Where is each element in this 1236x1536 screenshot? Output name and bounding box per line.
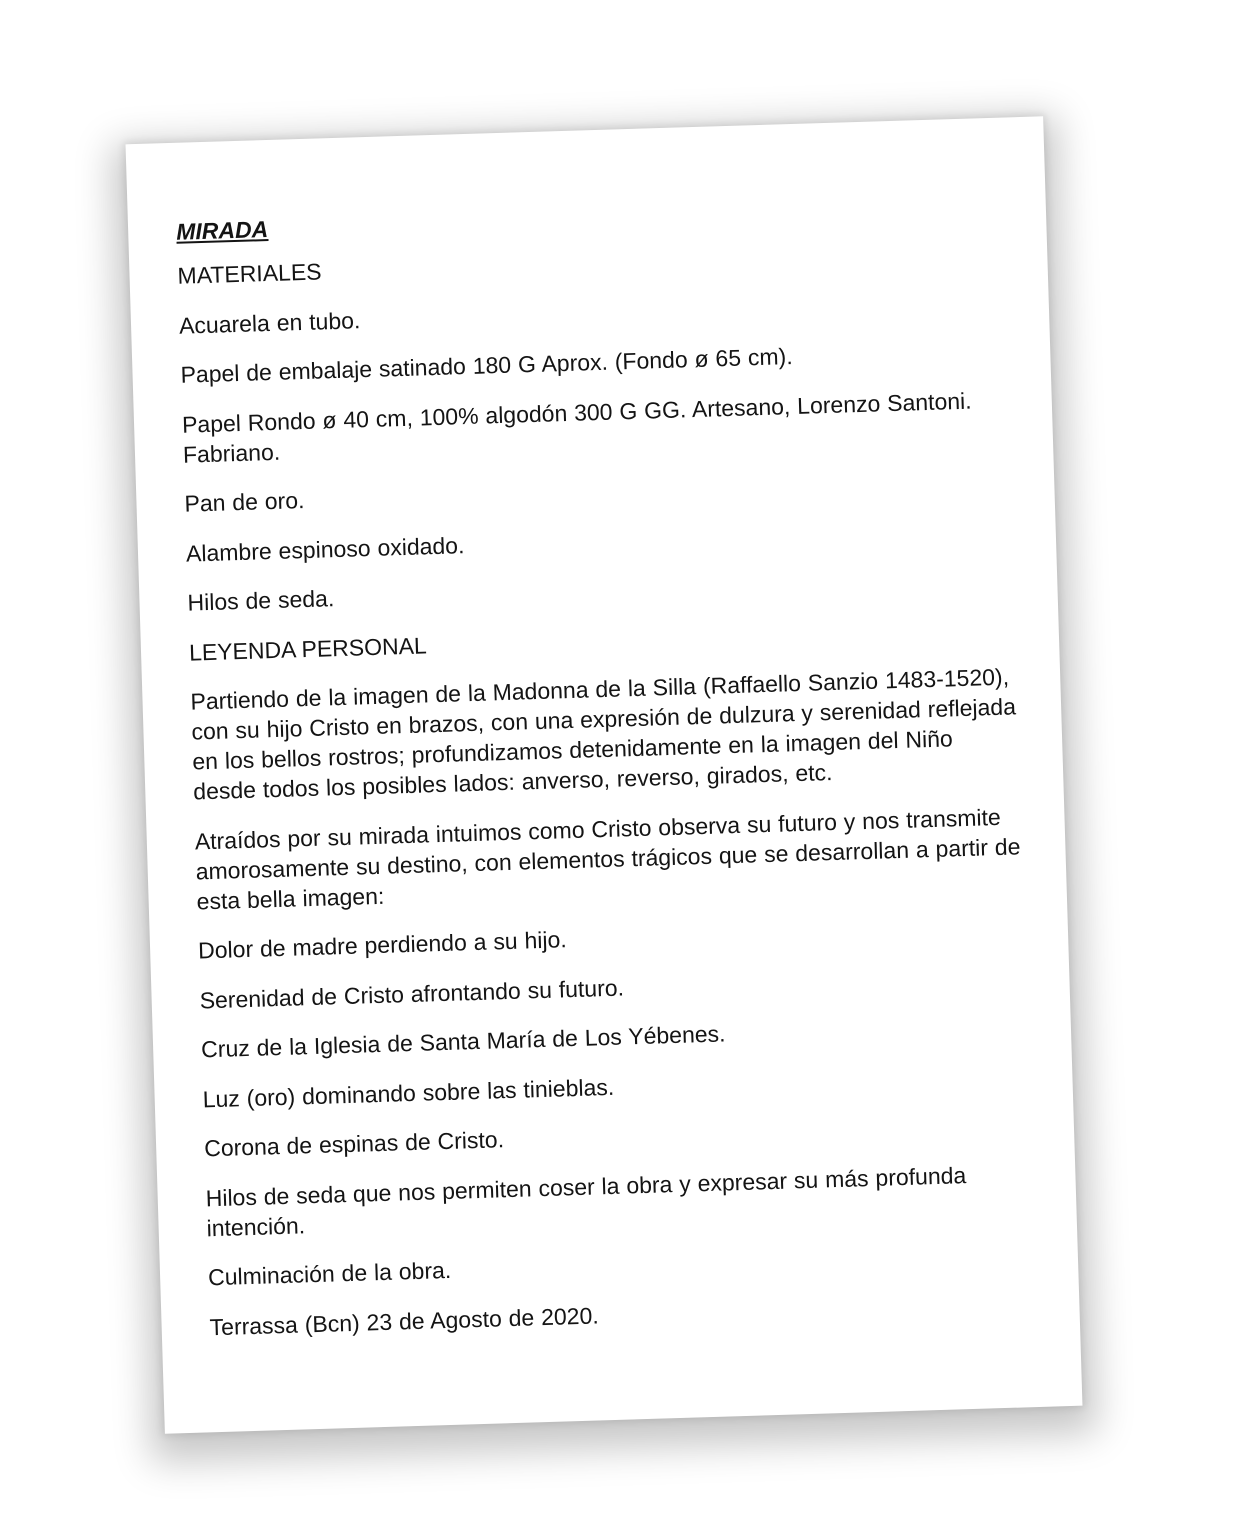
material-item: Papel de embalaje satinado 180 G Aprox. (Fondo ø 65 cm). bbox=[180, 343, 793, 388]
legend-heading: LEYENDA PERSONAL bbox=[188, 631, 428, 666]
material-item: Pan de oro. bbox=[184, 487, 305, 517]
legend-paragraph: Dolor de madre perdiendo a su hijo. bbox=[197, 926, 568, 964]
legend-paragraph: Serenidad de Cristo afrontando su futuro. bbox=[199, 973, 625, 1013]
document-title: MIRADA bbox=[175, 216, 269, 245]
legend-paragraph: Culminación de la obra. bbox=[207, 1256, 452, 1291]
legend-paragraph: Luz (oro) dominando sobre las tinieblas. bbox=[202, 1073, 615, 1112]
legend-paragraph: Corona de espinas de Cristo. bbox=[203, 1126, 505, 1162]
materials-heading: MATERIALES bbox=[177, 258, 322, 289]
material-item: Hilos de seda. bbox=[187, 585, 335, 616]
material-item: Papel Rondo ø 40 cm, 100% algodón 300 G GG. Artesano, Lorenzo Santoni. Fabriano. bbox=[181, 387, 972, 468]
material-item: Alambre espinoso oxidado. bbox=[185, 531, 465, 567]
legend-paragraph: Hilos de seda que nos permiten coser la obra y expresar su más profunda intención. bbox=[205, 1161, 967, 1241]
legend-paragraph: Cruz de la Iglesia de Santa María de Los Yébenes. bbox=[200, 1020, 726, 1063]
legend-paragraph: Partiendo de la imagen de la Madonna de la Silla (Raffaello Sanzio 1483-1520), con su hijo Cristo en brazos, con una expresión de dulzura y serenidad reflejada en los bellos rostros; profundizamos detenidamente en la imagen del Niño desde todos los posibles lados: anverso, reverso, girados, etc. bbox=[190, 663, 1017, 805]
material-item: Acuarela en tubo. bbox=[178, 306, 361, 339]
document-sheet bbox=[126, 116, 1083, 1433]
signature-date: Terrassa (Bcn) 23 de Agosto de 2020. bbox=[209, 1301, 600, 1340]
legend-paragraph: Atraídos por su mirada intuimos como Cristo observa su futuro y nos transmite amorosamente su destino, con elementos trágicos que se desarrollan a partir de esta bella imagen: bbox=[194, 803, 1021, 914]
